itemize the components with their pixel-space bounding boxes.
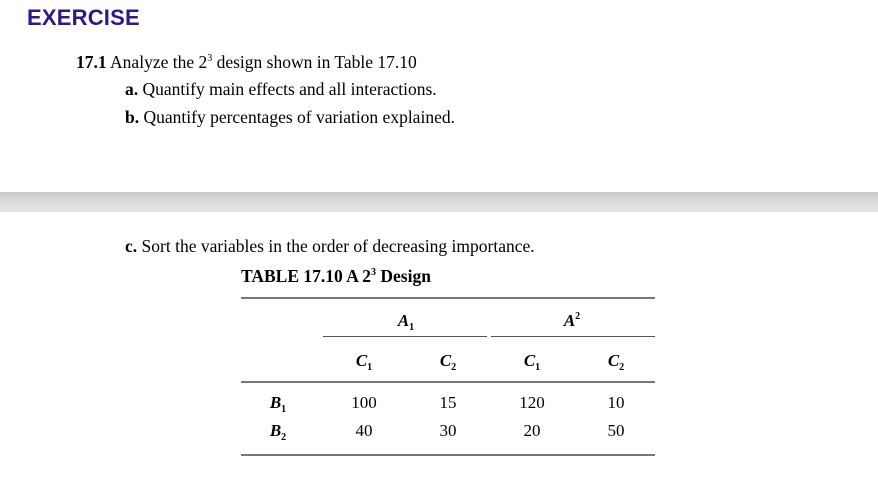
table-cell: 50 (607, 421, 625, 440)
col-group-a2-base: A (563, 311, 576, 330)
col-header-base: C (355, 351, 368, 370)
col-group-a1-base: A (397, 311, 410, 330)
table-caption-exponent: 3 (371, 267, 376, 278)
col-header-base: C (439, 351, 452, 370)
item-b-text: Quantify percentages of variation explained. (143, 107, 455, 127)
col-header-base: C (523, 351, 536, 370)
col-header-base: C (607, 351, 620, 370)
col-header-c1-a2 (502, 351, 562, 371)
table-cell: 10 (607, 393, 625, 412)
row-header-sub: 2 (281, 432, 287, 443)
col-group-a2 (542, 311, 602, 331)
row-header-base: B (269, 393, 282, 412)
table-cell: 15 (439, 393, 457, 412)
group-a2-rule (491, 336, 655, 337)
col-header-sub: 1 (535, 362, 541, 373)
problem-text-before: Analyze the 2 (110, 52, 208, 72)
row-header-sub: 1 (281, 404, 287, 415)
item-c (125, 236, 535, 256)
col-header-c1-a1 (334, 351, 394, 371)
table-top-rule (241, 297, 655, 299)
table-cell: 30 (439, 421, 457, 440)
problem-statement (76, 52, 417, 72)
item-a (125, 79, 437, 99)
table-bottom-rule (241, 454, 655, 456)
col-header-sub: 1 (367, 362, 373, 373)
row-header-b2 (248, 421, 308, 441)
table-cell: 40 (355, 421, 373, 440)
col-header-sub: 2 (451, 362, 457, 373)
table-cell: 20 (523, 421, 541, 440)
col-group-a2-sup: 2 (575, 311, 581, 322)
item-c-text: Sort the variables in the order of decreasing importance. (141, 236, 535, 256)
col-header-sub: 2 (619, 362, 625, 373)
item-a-label: a. (125, 79, 139, 99)
page-break-divider (0, 192, 878, 212)
section-heading: EXERCISE (27, 5, 140, 30)
table-cell: 120 (519, 393, 545, 412)
col-group-a1 (376, 311, 436, 331)
item-c-label: c. (125, 236, 138, 256)
problem-number: 17.1 (76, 52, 107, 72)
row-header-base: B (269, 421, 282, 440)
table-cell: 100 (351, 393, 377, 412)
item-b-label: b. (125, 107, 140, 127)
table-caption-before: TABLE 17.10 A 2 (241, 266, 371, 286)
group-a1-rule (323, 336, 487, 337)
problem-exponent: 3 (207, 53, 213, 64)
row-header-b1 (248, 393, 308, 413)
col-group-a1-sub: 1 (409, 322, 415, 333)
header-bottom-rule (241, 381, 655, 383)
table-caption (241, 266, 431, 287)
col-header-c2-a2 (586, 351, 646, 371)
item-b (125, 107, 455, 127)
col-header-c2-a1 (418, 351, 478, 371)
table-caption-after: Design (376, 266, 431, 286)
item-a-text: Quantify main effects and all interactions. (142, 79, 437, 99)
problem-text-after: design shown in Table 17.10 (212, 52, 417, 72)
